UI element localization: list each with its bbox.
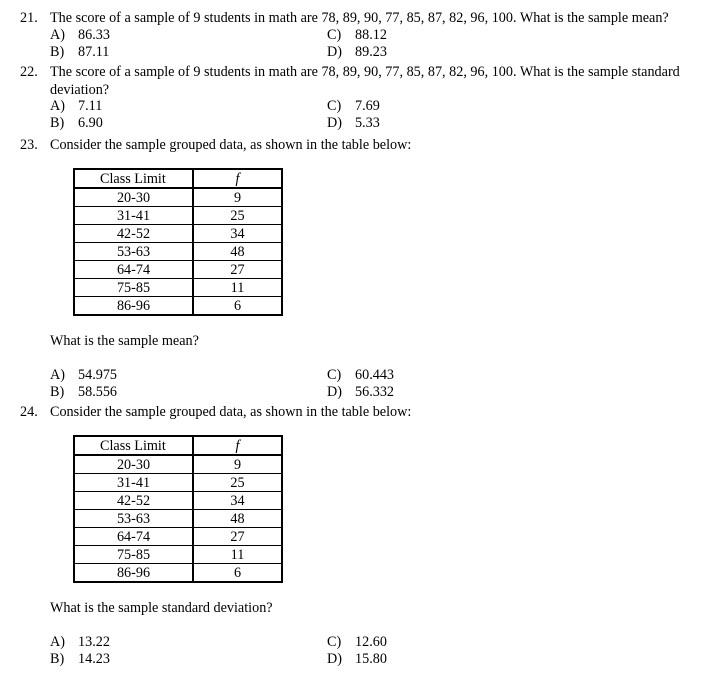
question-number: 22.: [20, 64, 38, 80]
question-prompt: What is the sample standard deviation?: [50, 600, 273, 616]
table-row: 75-85 11: [74, 546, 282, 564]
question-text: Consider the sample grouped data, as shown in the table below:: [50, 137, 412, 153]
question-number: 23.: [20, 137, 38, 153]
question-text: Consider the sample grouped data, as shown in the table below:: [50, 404, 412, 420]
table-row: 42-52 34: [74, 225, 282, 243]
table-row: 86-96 6: [74, 564, 282, 583]
table-row: 75-85 11: [74, 279, 282, 297]
question-number: 24.: [20, 404, 38, 420]
grouped-data-table: [73, 435, 283, 583]
header-frequency: f: [193, 436, 282, 455]
option-b: B) 14.23: [50, 651, 110, 667]
option-d: D) 56.332: [327, 384, 395, 400]
option-a: A) 7.11: [50, 98, 103, 114]
table-row: 20-30 9: [74, 188, 282, 207]
option-c: C) 7.69: [327, 98, 380, 114]
table-row: 53-63 48: [74, 510, 282, 528]
question-text: The score of a sample of 9 students in math are 78, 89, 90, 77, 85, 87, 82, 96, 100. What is the sample mean?: [50, 10, 669, 26]
option-c: C) 12.60: [327, 634, 387, 650]
table-row: 31-41 25: [74, 474, 282, 492]
header-class-limit: Class Limit: [74, 436, 193, 455]
option-b: B) 58.556: [50, 384, 118, 400]
option-d: D) 89.23: [327, 44, 387, 60]
table-row: 64-74 27: [74, 261, 282, 279]
option-d: D) 5.33: [327, 115, 380, 131]
table-row: 42-52 34: [74, 492, 282, 510]
header-frequency: f: [193, 169, 282, 188]
table-row: 86-96 6: [74, 297, 282, 316]
option-c: C) 60.443: [327, 367, 395, 383]
header-class-limit: Class Limit: [74, 169, 193, 188]
question-prompt: What is the sample mean?: [50, 333, 199, 349]
option-a: A) 13.22: [50, 634, 110, 650]
option-a: A) 86.33: [50, 27, 110, 43]
table-row: 31-41 25: [74, 207, 282, 225]
table-header-row: [74, 436, 282, 455]
table-row: 53-63 48: [74, 243, 282, 261]
option-b: B) 6.90: [50, 115, 103, 131]
table-header-row: [74, 169, 282, 188]
option-d: D) 15.80: [327, 651, 387, 667]
table-row: 64-74 27: [74, 528, 282, 546]
option-c: C) 88.12: [327, 27, 387, 43]
option-b: B) 87.11: [50, 44, 110, 60]
grouped-data-table: [73, 168, 283, 316]
question-text: The score of a sample of 9 students in math are 78, 89, 90, 77, 85, 87, 82, 96, 100. What is the sample standard deviation?: [50, 64, 680, 98]
table-row: 20-30 9: [74, 455, 282, 474]
option-a: A) 54.975: [50, 367, 118, 383]
question-number: 21.: [20, 10, 38, 26]
